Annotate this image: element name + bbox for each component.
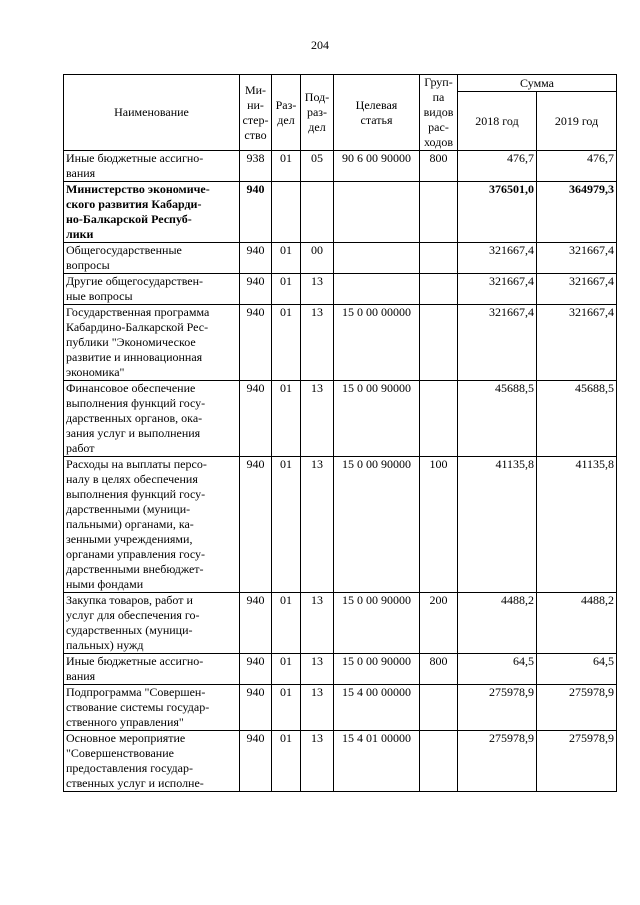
row-name: Министерство экономиче- ского развития Кабарди- но-Балкарской Респуб- лики (64, 182, 240, 243)
row-group (420, 381, 458, 457)
row-name: Подпрограмма "Совершен- ствование системы государ- ственного управления" (64, 685, 240, 731)
row-sum-2019: 275978,9 (537, 731, 617, 792)
row-subsection: 13 (301, 457, 334, 593)
row-sum-2019: 364979,3 (537, 182, 617, 243)
table-row (64, 654, 617, 685)
row-section: 01 (272, 593, 301, 654)
row-group: 800 (420, 654, 458, 685)
row-target: 15 4 01 00000 (334, 731, 420, 792)
page-number: 204 (311, 38, 329, 52)
table-row (64, 274, 617, 305)
row-ministry: 940 (240, 243, 272, 274)
row-ministry: 940 (240, 305, 272, 381)
row-sum-2018: 275978,9 (458, 685, 537, 731)
row-name: Основное мероприятие "Совершенствование предоставления государ- ственных услуг и исполне- (64, 731, 240, 792)
row-sum-2018: 41135,8 (458, 457, 537, 593)
row-ministry: 940 (240, 654, 272, 685)
row-target: 15 4 00 00000 (334, 685, 420, 731)
row-ministry: 940 (240, 685, 272, 731)
row-target: 15 0 00 90000 (334, 457, 420, 593)
row-group (420, 685, 458, 731)
row-sum-2019: 476,7 (537, 151, 617, 182)
table-row (64, 151, 617, 182)
row-group (420, 182, 458, 243)
row-sum-2019: 41135,8 (537, 457, 617, 593)
row-name: Иные бюджетные ассигно- вания (64, 654, 240, 685)
row-name: Другие общегосударствен- ные вопросы (64, 274, 240, 305)
row-sum-2018: 45688,5 (458, 381, 537, 457)
table-row (64, 182, 617, 243)
header-group: Груп- па видов рас- ходов (420, 75, 458, 151)
row-subsection: 13 (301, 685, 334, 731)
table-row (64, 381, 617, 457)
row-subsection: 05 (301, 151, 334, 182)
row-ministry: 940 (240, 182, 272, 243)
row-sum-2018: 476,7 (458, 151, 537, 182)
header-sum: Сумма (458, 75, 617, 92)
row-target: 15 0 00 90000 (334, 381, 420, 457)
header-ministry: Ми- ни- стер- ство (240, 75, 272, 151)
row-sum-2019: 275978,9 (537, 685, 617, 731)
header-target: Целевая статья (334, 75, 420, 151)
row-section: 01 (272, 151, 301, 182)
header-section: Раз- дел (272, 75, 301, 151)
row-ministry: 940 (240, 731, 272, 792)
row-sum-2018: 275978,9 (458, 731, 537, 792)
row-group (420, 305, 458, 381)
header-subsection: Под- раз- дел (301, 75, 334, 151)
row-sum-2019: 321667,4 (537, 243, 617, 274)
row-group: 100 (420, 457, 458, 593)
row-section: 01 (272, 243, 301, 274)
budget-table (63, 74, 617, 792)
row-sum-2018: 321667,4 (458, 243, 537, 274)
row-name: Финансовое обеспечение выполнения функций госу- дарственных органов, ока- зания услуг и выполнения работ (64, 381, 240, 457)
row-section (272, 182, 301, 243)
row-ministry: 940 (240, 457, 272, 593)
row-group: 200 (420, 593, 458, 654)
row-ministry: 940 (240, 381, 272, 457)
row-subsection: 13 (301, 654, 334, 685)
row-subsection: 13 (301, 381, 334, 457)
row-sum-2018: 321667,4 (458, 274, 537, 305)
header-name: Наименование (64, 75, 240, 151)
row-group: 800 (420, 151, 458, 182)
table-row (64, 243, 617, 274)
row-ministry: 940 (240, 274, 272, 305)
row-target: 90 6 00 90000 (334, 151, 420, 182)
row-sum-2019: 64,5 (537, 654, 617, 685)
row-subsection: 13 (301, 593, 334, 654)
row-sum-2018: 64,5 (458, 654, 537, 685)
row-ministry: 938 (240, 151, 272, 182)
table-row (64, 731, 617, 792)
header-year-2018: 2018 год (458, 92, 537, 151)
row-name: Государственная программа Кабардино-Балкарской Рес- публики "Экономическое развитие и инновационная экономика" (64, 305, 240, 381)
row-section: 01 (272, 457, 301, 593)
header-year-2019: 2019 год (537, 92, 617, 151)
row-sum-2019: 45688,5 (537, 381, 617, 457)
table-row (64, 305, 617, 381)
row-subsection: 13 (301, 731, 334, 792)
row-target (334, 274, 420, 305)
row-sum-2018: 4488,2 (458, 593, 537, 654)
row-section: 01 (272, 654, 301, 685)
row-subsection: 13 (301, 274, 334, 305)
table-row (64, 457, 617, 593)
row-name: Закупка товаров, работ и услуг для обеспечения го- сударственных (муници- пальных) нужд (64, 593, 240, 654)
row-group (420, 274, 458, 305)
row-sum-2018: 321667,4 (458, 305, 537, 381)
row-section: 01 (272, 731, 301, 792)
row-group (420, 731, 458, 792)
row-target (334, 243, 420, 274)
row-section: 01 (272, 274, 301, 305)
table-body (64, 151, 617, 792)
row-section: 01 (272, 685, 301, 731)
row-subsection (301, 182, 334, 243)
row-section: 01 (272, 381, 301, 457)
row-target (334, 182, 420, 243)
row-target: 15 0 00 90000 (334, 593, 420, 654)
row-name: Иные бюджетные ассигно- вания (64, 151, 240, 182)
row-name: Общегосударственные вопросы (64, 243, 240, 274)
row-sum-2019: 321667,4 (537, 305, 617, 381)
table-row (64, 593, 617, 654)
row-group (420, 243, 458, 274)
row-target: 15 0 00 90000 (334, 654, 420, 685)
row-target: 15 0 00 00000 (334, 305, 420, 381)
row-name: Расходы на выплаты персо- налу в целях обеспечения выполнения функций госу- дарственными (муници- пальными) органами, ка- зенными учреждениями, органами управления госу- дарственными внебюджет- ными фондами (64, 457, 240, 593)
row-sum-2019: 321667,4 (537, 274, 617, 305)
row-sum-2018: 376501,0 (458, 182, 537, 243)
header-row (64, 75, 617, 92)
row-section: 01 (272, 305, 301, 381)
row-sum-2019: 4488,2 (537, 593, 617, 654)
row-ministry: 940 (240, 593, 272, 654)
table-row (64, 685, 617, 731)
row-subsection: 00 (301, 243, 334, 274)
row-subsection: 13 (301, 305, 334, 381)
